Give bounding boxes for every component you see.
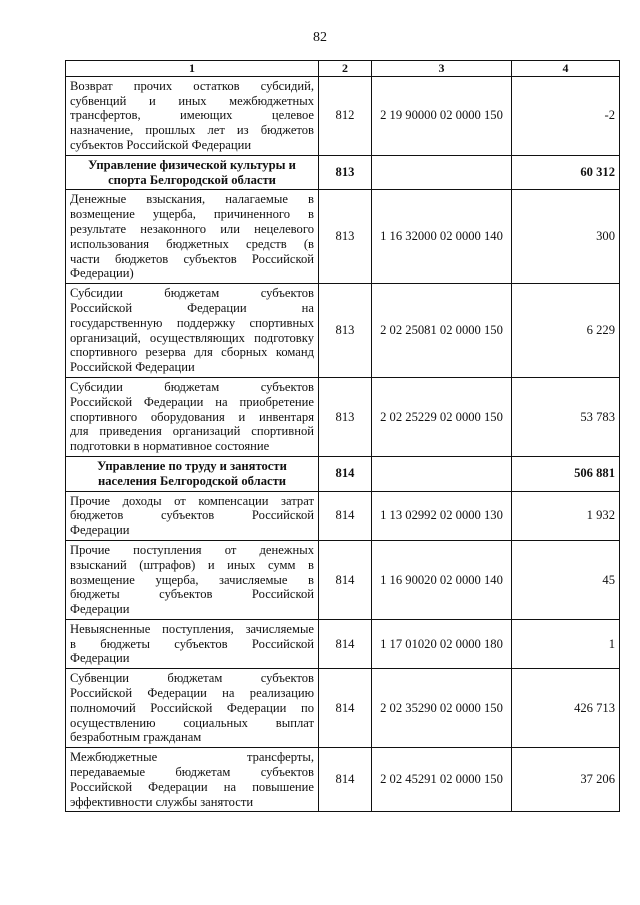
description-line: назначение, прошлых лет из бюджетов: [70, 123, 314, 138]
table-row: [66, 190, 620, 284]
table-row: [66, 76, 620, 155]
table-row: [66, 540, 620, 619]
revenue-code: 1 16 90020 02 0000 140: [372, 540, 512, 619]
description-line: Федерации): [70, 266, 134, 281]
row-description: [66, 669, 319, 748]
description-line: бюджетов субъектов Российской: [70, 508, 314, 523]
table-row: [66, 748, 620, 812]
amount-value: 426 713: [512, 669, 620, 748]
amount-value: 1 932: [512, 491, 620, 540]
description-line: Российской Федерации на: [70, 300, 314, 315]
description-line: государственную поддержку спортивных: [70, 315, 314, 330]
row-description: [66, 284, 319, 378]
revenue-code: [372, 456, 512, 491]
description-line: эффективности службы занятости: [70, 794, 254, 809]
description-line: Федерации: [70, 523, 130, 538]
description-line: передаваемые бюджетам субъектов: [70, 765, 314, 780]
description-line: субвенций и иных межбюджетных: [70, 93, 314, 108]
description-line: Возврат прочих остатков субсидий,: [70, 78, 314, 93]
description-line: бюджеты субъектов Российской: [70, 587, 314, 602]
revenue-code: 2 02 25081 02 0000 150: [372, 284, 512, 378]
description-line: Федерации: [70, 651, 130, 666]
amount-value: 37 206: [512, 748, 620, 812]
row-description: [66, 76, 319, 155]
column-header-4: 4: [512, 61, 620, 77]
revenue-code: 2 02 25229 02 0000 150: [372, 377, 512, 456]
description-line: безработным гражданам: [70, 730, 202, 745]
row-description: [66, 456, 319, 491]
description-line: возмещение ущерба, причиненного в: [70, 207, 314, 222]
amount-value: -2: [512, 76, 620, 155]
amount-value: 506 881: [512, 456, 620, 491]
amount-value: 6 229: [512, 284, 620, 378]
description-line: взысканий (штрафов) и иных сумм в: [70, 557, 314, 572]
table-row: [66, 284, 620, 378]
description-line: трансфертов, имеющих целевое: [70, 108, 314, 123]
column-header-2: 2: [319, 61, 372, 77]
row-description: [66, 619, 319, 668]
description-line: Федерации: [70, 602, 130, 617]
description-line: полномочий Российской Федерации по: [70, 700, 314, 715]
table-row: [66, 619, 620, 668]
description-line: Управление физической культуры и: [88, 157, 296, 172]
description-line: спортивного оборудования и инвентаря: [70, 409, 314, 424]
admin-code: 813: [319, 377, 372, 456]
organization-row: [66, 155, 620, 190]
admin-code: 814: [319, 491, 372, 540]
revenue-code: 1 17 01020 02 0000 180: [372, 619, 512, 668]
revenue-code: 1 13 02992 02 0000 130: [372, 491, 512, 540]
organization-row: [66, 456, 620, 491]
description-line: Прочие доходы от компенсации затрат: [70, 493, 314, 508]
column-header-1: 1: [66, 61, 319, 77]
description-line: спортивного резерва для сборных команд: [70, 345, 314, 360]
column-header-3: 3: [372, 61, 512, 77]
description-line: Российской Федерации на повышение: [70, 779, 314, 794]
page-number: 82: [313, 30, 327, 45]
row-description: [66, 190, 319, 284]
admin-code: 814: [319, 669, 372, 748]
description-line: Субсидии бюджетам субъектов: [70, 379, 314, 394]
description-line: части бюджетов субъектов Российской: [70, 251, 314, 266]
description-line: Российской Федерации на приобретение: [70, 394, 314, 409]
description-line: подготовки в нормативное состояние: [70, 439, 270, 454]
description-line: возмещение ущерба, зачисляемые в: [70, 572, 314, 587]
description-line: Российской Федерации: [70, 360, 195, 375]
amount-value: 60 312: [512, 155, 620, 190]
description-line: субъектов Российской Федерации: [70, 137, 252, 152]
revenue-code: [372, 155, 512, 190]
row-description: [66, 491, 319, 540]
amount-value: 1: [512, 619, 620, 668]
description-line: Межбюджетные трансферты,: [70, 750, 314, 765]
admin-code: 813: [319, 155, 372, 190]
description-line: организаций, осуществляющих подготовку: [70, 330, 314, 345]
description-line: для приведения организаций спортивной: [70, 424, 314, 439]
row-description: [66, 377, 319, 456]
row-description: [66, 540, 319, 619]
description-line: результате незаконного или нецелевого: [70, 221, 314, 236]
description-line: Невыясненные поступления, зачисляемые: [70, 621, 314, 636]
amount-value: 300: [512, 190, 620, 284]
description-line: населения Белгородской области: [97, 473, 287, 488]
description-line: Российской Федерации на реализацию: [70, 686, 314, 701]
description-line: осуществлению социальных выплат: [70, 715, 314, 730]
description-line: использования бюджетных средств (в: [70, 236, 314, 251]
table-row: [66, 491, 620, 540]
description-line: в бюджеты субъектов Российской: [70, 636, 314, 651]
description-line: Денежные взыскания, налагаемые в: [70, 192, 314, 207]
table-row: [66, 377, 620, 456]
revenue-code: 1 16 32000 02 0000 140: [372, 190, 512, 284]
amount-value: 53 783: [512, 377, 620, 456]
admin-code: 814: [319, 748, 372, 812]
revenue-code: 2 02 45291 02 0000 150: [372, 748, 512, 812]
description-line: Управление по труду и занятости: [97, 458, 287, 473]
revenue-table: [65, 60, 620, 812]
row-description: [66, 748, 319, 812]
admin-code: 814: [319, 540, 372, 619]
admin-code: 813: [319, 284, 372, 378]
description-line: спорта Белгородской области: [108, 172, 276, 187]
admin-code: 813: [319, 190, 372, 284]
amount-value: 45: [512, 540, 620, 619]
admin-code: 812: [319, 76, 372, 155]
revenue-code: 2 19 90000 02 0000 150: [372, 76, 512, 155]
admin-code: 814: [319, 619, 372, 668]
description-line: Субсидии бюджетам субъектов: [70, 286, 314, 301]
row-description: [66, 155, 319, 190]
description-line: Субвенции бюджетам субъектов: [70, 671, 314, 686]
admin-code: 814: [319, 456, 372, 491]
table-row: [66, 669, 620, 748]
description-line: Прочие поступления от денежных: [70, 542, 314, 557]
table-header-row: [66, 61, 620, 77]
revenue-code: 2 02 35290 02 0000 150: [372, 669, 512, 748]
